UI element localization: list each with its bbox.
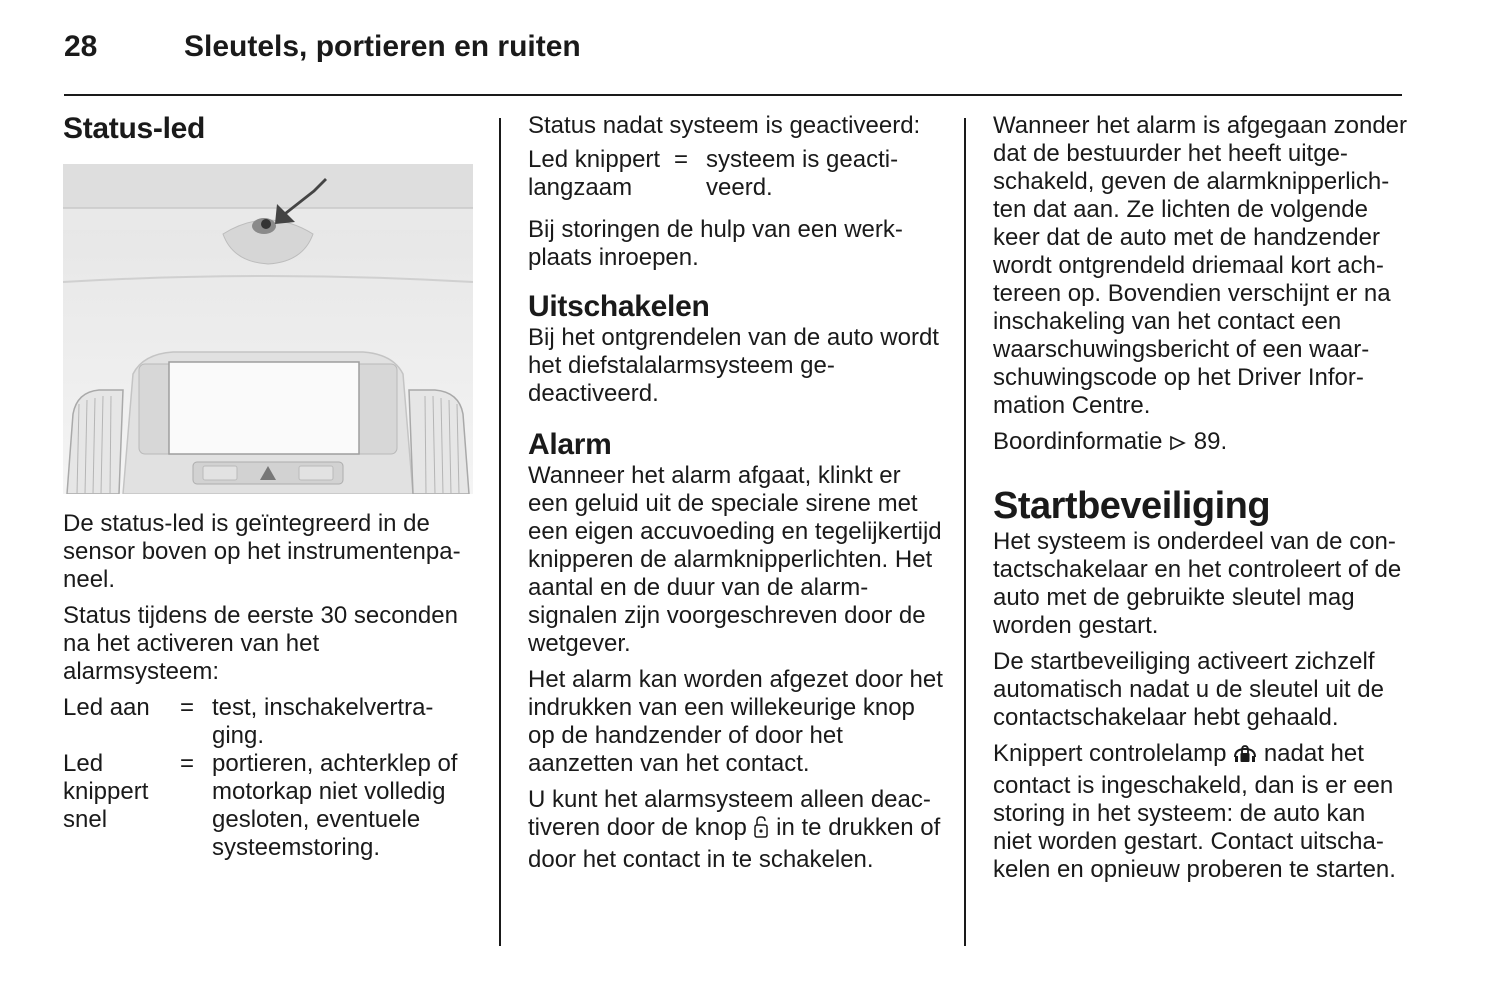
status-table-initial <box>63 694 477 862</box>
table-row <box>528 146 943 202</box>
equals-sign: = <box>674 146 689 173</box>
paragraph: Wanneer het alarm afgaat, klinkt er een geluid uit de speciale sirene met een eigen accuvoeding en tegelijkertijd knipperen de alarmknipperlichten. Het aantal en de duur van de alarmsignalen zijn voorgeschreven door de wetgever. <box>528 462 942 657</box>
section-heading-alarm: Alarm <box>528 428 612 461</box>
definition: portieren, achterklep of motorkap niet volledig gesloten, eventuele systeemstoring. <box>212 750 458 861</box>
dashboard-status-led-illustration <box>63 164 473 494</box>
paragraph: De startbeveiliging activeert zichzelf automatisch nadat u de sleutel uit de contactschakelaar hebt gehaald. <box>993 648 1384 731</box>
page-reference: 89. <box>1193 428 1228 455</box>
term: Led aan <box>63 694 150 721</box>
section-heading-uitschakelen: Uitschakelen <box>528 290 710 323</box>
paragraph: Wanneer het alarm is afgegaan zonder dat de bestuurder het heeft uitgeschakeld, geven de alarmknipperlichten dat aan. Ze lichten de volgende keer dat de auto met de handzender wordt ontgrendeld driemaal kort achtereen op. Bovendien verschijnt er na inschakeling van het contact een waarschuwingsbericht of een waarschuwingscode op het Driver Information Centre. <box>993 112 1408 419</box>
column-2 <box>528 112 943 882</box>
text-run: Boordinformatie <box>993 428 1163 455</box>
term: Led knippert langzaam <box>528 146 661 201</box>
paragraph: De status-led is geïntegreerd in de sensor boven op het instrumentenpaneel. <box>63 510 461 593</box>
table-row <box>63 694 477 750</box>
header-divider <box>64 94 1402 96</box>
paragraph: Status nadat systeem is geactiveerd: <box>528 112 921 139</box>
paragraph <box>993 740 1408 884</box>
paragraph: Status tijdens de eerste 30 seconden na het activeren van het alarmsysteem: <box>63 602 458 685</box>
section-heading-status-led: Status-led <box>63 112 206 145</box>
paragraph: Bij het ontgrendelen van de auto wordt het diefstalalarmsysteem gedeactiveerd. <box>528 324 939 407</box>
section-heading-startbeveiliging: Startbeveiliging <box>993 485 1271 527</box>
table-row <box>63 750 477 862</box>
equals-sign: = <box>180 694 195 721</box>
page-number: 28 <box>64 30 98 63</box>
column-divider-2 <box>964 118 966 946</box>
paragraph: Het systeem is onderdeel van de contactschakelaar en het controleert of de auto met de gebruikte sleutel mag worden gestart. <box>993 528 1402 639</box>
unlock-key-icon <box>753 815 769 846</box>
definition: test, inschakelvertraging. <box>212 694 434 749</box>
column-1 <box>63 112 477 876</box>
center-display <box>169 362 359 454</box>
cross-reference <box>993 428 1408 460</box>
column-divider-1 <box>499 118 501 946</box>
status-table-activated <box>528 146 943 202</box>
paragraph: Bij storingen de hulp van een werkplaats inroepen. <box>528 216 903 271</box>
term: Led knippert snel <box>63 750 149 833</box>
text-run: Knippert controlelamp <box>993 740 1227 767</box>
reference-arrow-icon <box>1169 432 1187 460</box>
definition: systeem is geactiveerd. <box>706 146 899 201</box>
page-title: Sleutels, portieren en ruiten <box>184 30 581 63</box>
column-3 <box>993 112 1408 892</box>
text-run: in te drukken of door het contact in te schakelen. <box>528 814 941 873</box>
text-run: nadat het contact is ingeschakeld, dan is er een storing in het systeem: de auto kan niet worden gestart. Contact uitschakelen en opnieuw proberen te starten. <box>993 740 1396 883</box>
immobilizer-lock-icon <box>1233 743 1257 772</box>
paragraph <box>528 786 943 874</box>
text-run: U kunt het alarmsysteem alleen deactiveren door de knop <box>528 786 931 841</box>
equals-sign: = <box>180 750 195 777</box>
paragraph: Het alarm kan worden afgezet door het indrukken van een willekeurige knop op de handzender of door het aanzetten van het contact. <box>528 666 943 777</box>
